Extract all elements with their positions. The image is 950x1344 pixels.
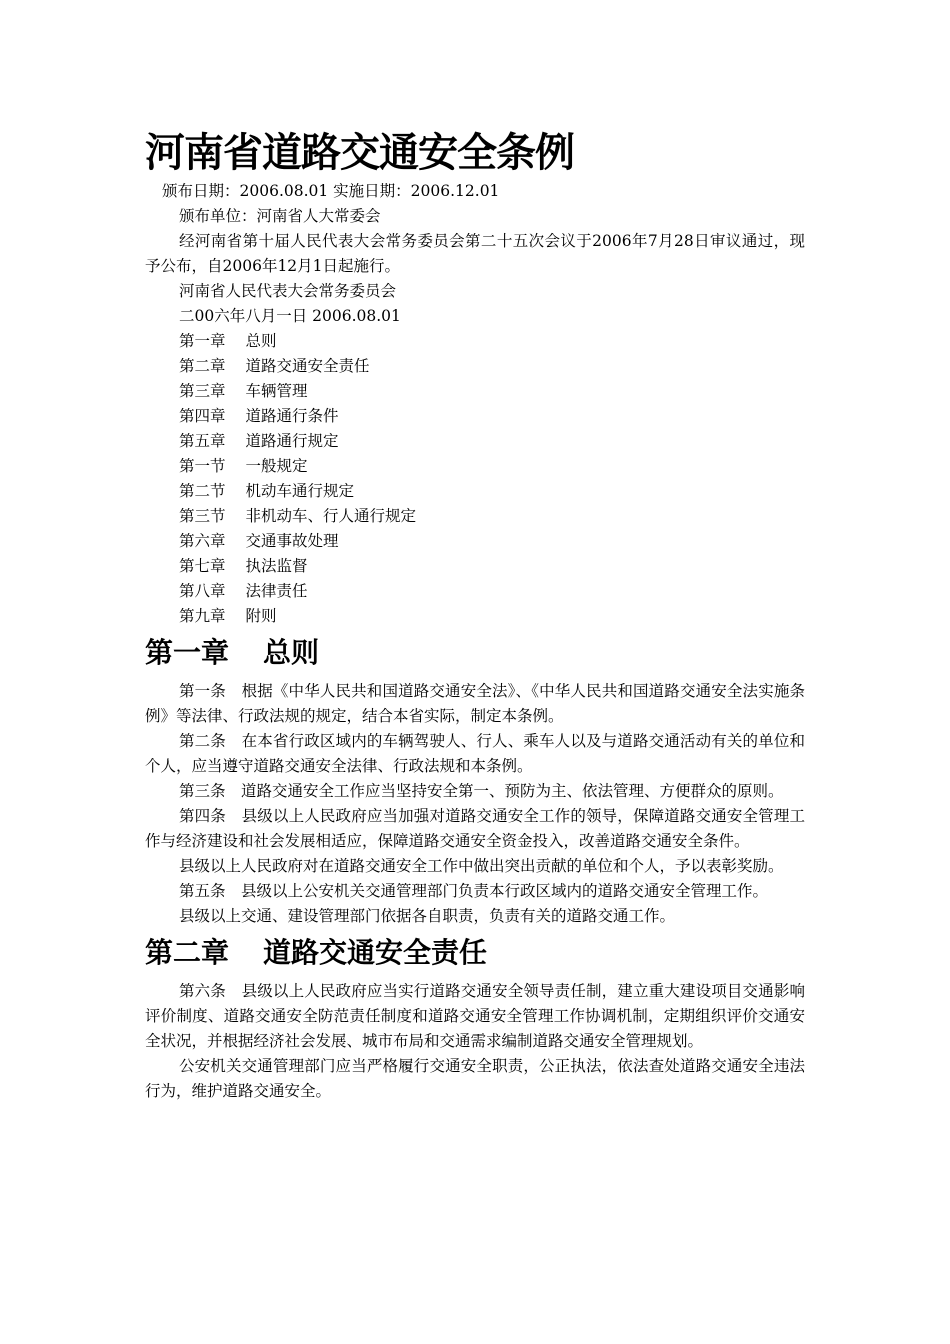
article-paragraph: 第五条 县级以上公安机关交通管理部门负责本行政区域内的道路交通安全管理工作。 (179, 882, 769, 900)
toc-item: 第二节 机动车通行规定 (179, 482, 355, 500)
chapter-2-heading: 第二章 道路交通安全责任 (145, 936, 488, 969)
toc-item: 第九章 附则 (179, 607, 277, 625)
article-paragraph: 第六条 县级以上人民政府应当实行道路交通安全领导责任制，建立重大建设项目交通影响评价制度、道路交通安全防范责任制度和道路交通安全管理工作协调机制，定期组织评价交通安全状况，并根据经济社会发展、城市布局和交通需求编制道路交通安全管理规划。 (145, 982, 805, 1050)
document-page (145, 127, 805, 1104)
article-paragraph: 县级以上交通、建设管理部门依据各自职责，负责有关的道路交通工作。 (179, 907, 676, 925)
article-paragraph: 第二条 在本省行政区域内的车辆驾驶人、行人、乘车人以及与道路交通活动有关的单位和个人，应当遵守道路交通安全法律、行政法规和本条例。 (145, 732, 805, 775)
toc-item: 第六章 交通事故处理 (179, 532, 339, 550)
toc-item: 第三章 车辆管理 (179, 382, 308, 400)
signature-org: 河南省人民代表大会常务委员会 (179, 282, 397, 300)
toc-item: 第七章 执法监督 (179, 557, 308, 575)
meta-dates: 颁布日期：2006.08.01 实施日期：2006.12.01 (162, 182, 500, 200)
toc-item: 第五章 道路通行规定 (179, 432, 339, 450)
article-paragraph: 第四条 县级以上人民政府应当加强对道路交通安全工作的领导，保障道路交通安全管理工作与经济建设和社会发展相适应，保障道路交通安全资金投入，改善道路交通安全条件。 (145, 807, 805, 850)
article-paragraph: 县级以上人民政府对在道路交通安全工作中做出突出贡献的单位和个人，予以表彰奖励。 (179, 857, 784, 875)
toc-item: 第四章 道路通行条件 (179, 407, 339, 425)
toc-item: 第八章 法律责任 (179, 582, 308, 600)
document-title: 河南省道路交通安全条例 (145, 130, 574, 176)
article-paragraph: 第一条 根据《中华人民共和国道路交通安全法》、《中华人民共和国道路交通安全法实施条例》等法律、行政法规的规定，结合本省实际，制定本条例。 (145, 682, 805, 725)
toc-item: 第三节 非机动车、行人通行规定 (179, 507, 417, 525)
signature-date: 二00六年八月一日 2006.08.01 (179, 307, 401, 325)
meta-issuer: 颁布单位：河南省人大常委会 (179, 207, 381, 225)
article-paragraph: 公安机关交通管理部门应当严格履行交通安全职责，公正执法，依法查处道路交通安全违法行为，维护道路交通安全。 (145, 1057, 805, 1100)
toc-item: 第二章 道路交通安全责任 (179, 357, 370, 375)
table-of-contents (145, 329, 805, 629)
chapter-1-heading: 第一章 总则 (145, 636, 320, 669)
approval-paragraph: 经河南省第十届人民代表大会常务委员会第二十五次会议于2006年7月28日审议通过，现予公布，自2006年12月1日起施行。 (145, 232, 805, 275)
article-paragraph: 第三条 道路交通安全工作应当坚持安全第一、预防为主、依法管理、方便群众的原则。 (179, 782, 784, 800)
toc-item: 第一节 一般规定 (179, 457, 308, 475)
toc-item: 第一章 总则 (179, 332, 277, 350)
